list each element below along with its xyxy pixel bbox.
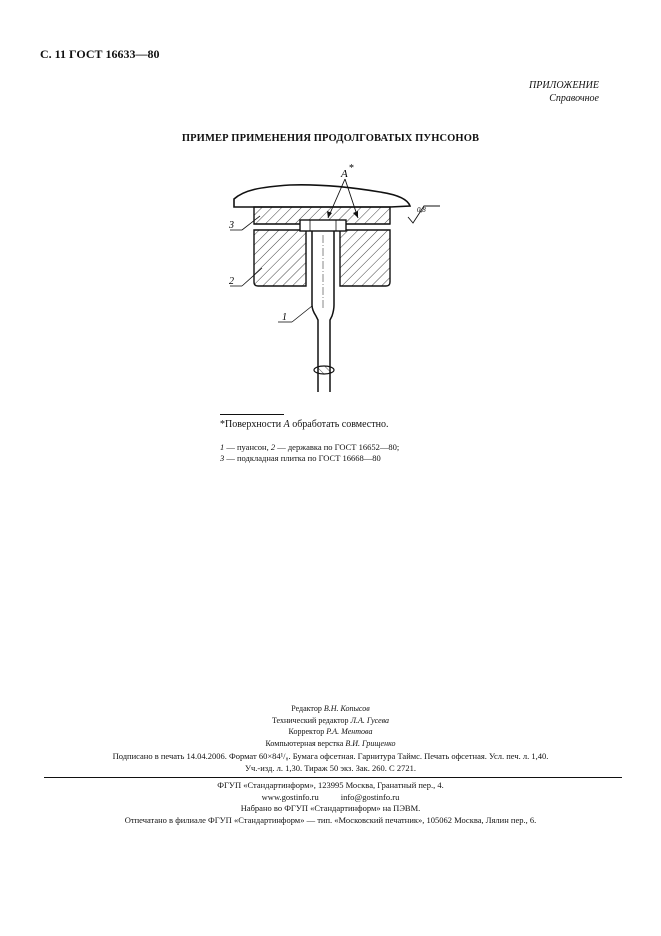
tech-name: Л.А. Гусева [350,715,390,725]
layout-role: Компьютерная верстка [265,738,346,748]
editor-name: В.Н. Копысов [323,704,370,713]
label-part-3: 3 [229,220,234,231]
legend-text-3: — подкладная плитка по ГОСТ 16668—80 [224,453,381,463]
footnote [220,419,388,430]
appendix-subtitle: Справочное [549,93,599,104]
punch-section [314,366,334,374]
email-link[interactable]: info@gostinfo.ru [340,791,400,802]
holder-left [254,230,306,286]
imprint-divider [44,777,622,778]
legend-num-1: 1 [220,442,225,452]
label-part-1: 1 [282,312,287,323]
website-link[interactable]: www.gostinfo.ru [261,791,319,802]
label-a-star: * [349,163,354,174]
roughness-value: 0,8 [417,206,426,214]
corr-name: Р.А. Ментова [326,727,373,736]
holder-right [340,230,390,286]
legend-line-1 [220,442,399,453]
appendix-label [529,79,599,105]
credit-corrector [0,726,661,738]
page-header: С. 11 ГОСТ 16633—80 [40,47,160,61]
editor-role: Редактор [291,704,324,713]
label-a: А [341,168,348,180]
label-part-2: 2 [229,276,234,287]
punch-head [300,220,346,231]
footnote-prefix: *Поверхности [220,419,284,430]
layout-name: В.И. Грищенко [345,738,396,748]
legend-num-2: 2 [270,442,276,452]
legend-text-2: — державка по ГОСТ 16652—80; [275,442,400,452]
footnote-divider [220,414,284,415]
footnote-suffix: обработать совместно. [289,419,389,430]
punch-drawing [220,160,440,395]
upper-plate [234,185,410,207]
tech-role: Технический редактор [271,715,351,725]
legend-num-3: 3 [220,453,225,463]
appendix-title: ПРИЛОЖЕНИЕ [529,80,599,91]
parts-legend [220,442,399,464]
printing-info [0,780,661,826]
credit-layout [0,738,661,750]
footnote-italic: А [283,419,290,430]
printing-line-2 [0,792,661,804]
publication-line-2: Уч.-изд. л. 1,30. Тираж 50 экз. Зак. 260. С 2721. [245,762,416,773]
printing-line-1: ФГУП «Стандартинформ», 123995 Москва, Гранатный пер., 4. [217,780,444,790]
publication-line-1: Подписано в печать 14.04.2006. Формат 60×84¹/₈. Бумага офсетная. Гарнитура Таймс. Печать офсетная. Усл. печ. л. 1,40. [112,751,549,761]
legend-text-1: — пуансон, [224,442,271,452]
corr-role: Корректор [288,727,327,736]
credit-editor [0,703,661,715]
credit-tech-editor [0,715,661,727]
credits-block [0,703,661,749]
printing-line-3: Набрано во ФГУП «Стандартинформ» на ПЭВМ. [240,803,421,813]
printing-line-4: Отпечатано в филиале ФГУП «Стандартинформ» — тип. «Московский печатник», 105062 Москва, Лялин пер., 6. [124,814,537,825]
publication-info [0,751,661,774]
page-title: ПРИМЕР ПРИМЕНЕНИЯ ПРОДОЛГОВАТЫХ ПУНСОНОВ [181,133,480,144]
legend-line-2 [220,453,399,464]
